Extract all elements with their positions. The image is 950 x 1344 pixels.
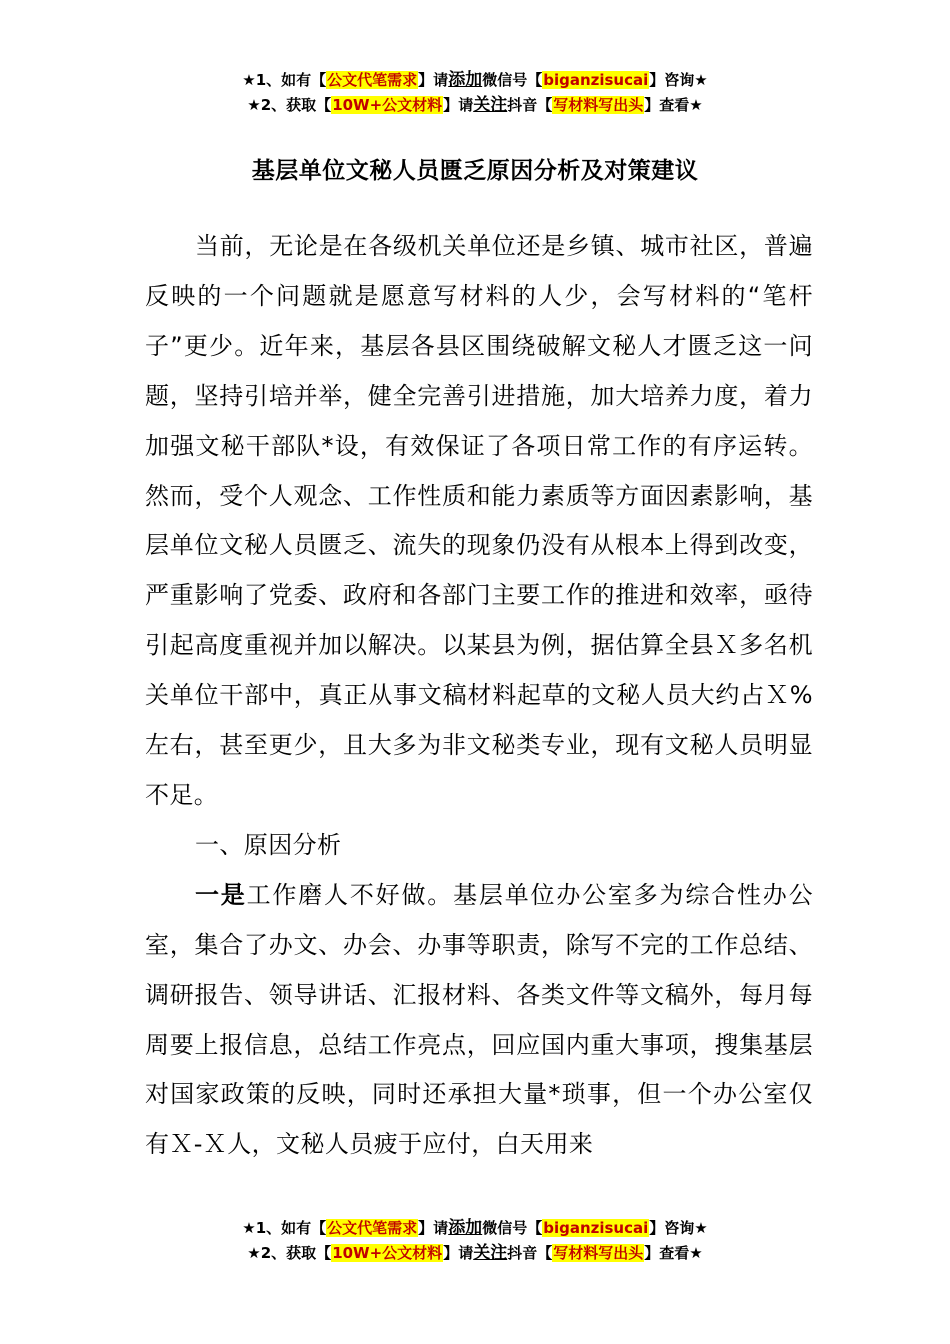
banner-highlight: 公文代笔需求 (327, 1219, 418, 1237)
banner-wechat-id: biganzisucai (543, 71, 649, 89)
banner-wechat-id: biganzisucai (543, 1219, 649, 1237)
banner-line-1: ★1、如有【公文代笔需求】请添加微信号【biganzisucai】咨询★ (242, 1218, 708, 1238)
point-lead: 一是 (195, 880, 247, 909)
banner-highlight: 10W+公文材料 (332, 96, 443, 114)
intro-paragraph: 当前，无论是在各级机关单位还是乡镇、城市社区，普遍反映的一个问题就是愿意写材料的人少，会写材料的“笔杆子”更少。近年来，基层各县区围绕破解文秘人才匮乏这一问题，坚持引培并举，健全完善引进措施，加大培养力度，着力加强文秘干部队*设，有效保证了各项日常工作的有序运转。然而，受个人观念、工作性质和能力素质等方面因素影响，基层单位文秘人员匮乏、流失的现象仍没有从根本上得到改变，严重影响了党委、政府和各部门主要工作的推进和效率，亟待引起高度重视并加以解决。以某县为例，据估算全县Ｘ多名机关单位干部中，真正从事文稿材料起草的文秘人员大约占Ｘ%左右，甚至更少，且大多为非文秘类专业，现有文秘人员明显不足。 (145, 232, 813, 809)
banner-line-1: ★1、如有【公文代笔需求】请添加微信号【biganzisucai】咨询★ (242, 70, 708, 90)
point-paragraph (145, 871, 813, 1170)
point-text: 工作磨人不好做。基层单位办公室多为综合性办公室，集合了办文、办会、办事等职责，除写不完的工作总结、调研报告、领导讲话、汇报材料、各类文件等文稿外，每月每周要上报信息，总结工作亮点，回应国内重大事项，搜集基层对国家政策的反映，同时还承担大量*琐事，但一个办公室仅有Ｘ-Ｘ人，文秘人员疲于应付，白天用来 (145, 880, 813, 1159)
banner-douyin-id: 写材料写出头 (553, 1244, 644, 1262)
document-title: 基层单位文秘人员匮乏原因分析及对策建议 (251, 158, 699, 184)
banner-highlight: 公文代笔需求 (327, 71, 418, 89)
document-body (145, 222, 813, 1170)
header-banner (0, 68, 950, 118)
banner-line-2: ★2、获取【10W+公文材料】请关注抖音【写材料写出头】查看★ (247, 1243, 703, 1263)
banner-douyin-id: 写材料写出头 (553, 96, 644, 114)
section-heading: 一、原因分析 (195, 830, 342, 859)
banner-line-2: ★2、获取【10W+公文材料】请关注抖音【写材料写出头】查看★ (247, 95, 703, 115)
banner-highlight: 10W+公文材料 (332, 1244, 443, 1262)
footer-banner (0, 1216, 950, 1266)
